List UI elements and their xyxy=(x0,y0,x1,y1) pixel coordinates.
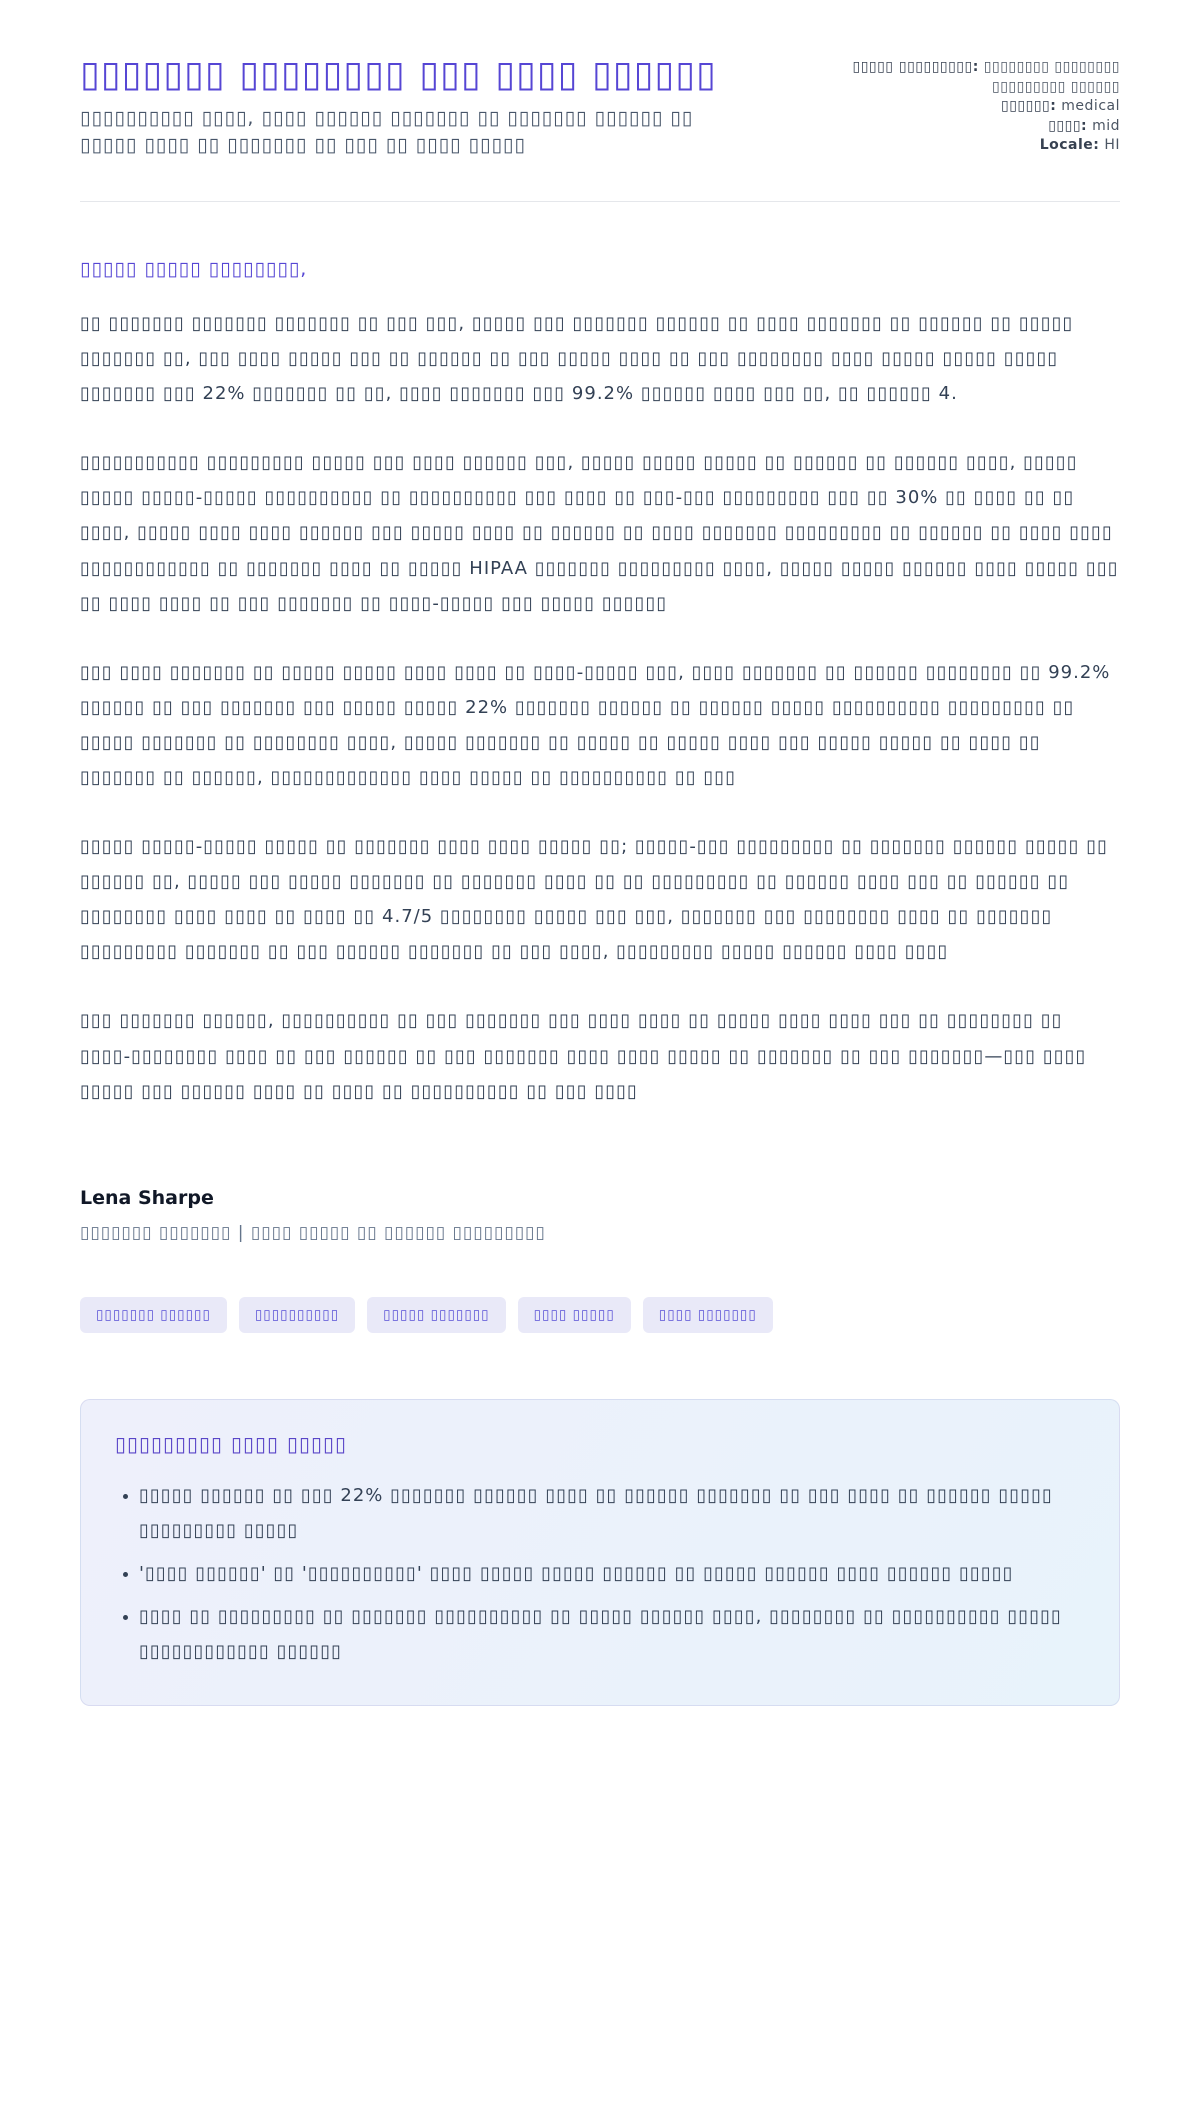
tag-list xyxy=(80,1297,1120,1333)
meta-value: medical xyxy=(1061,98,1120,115)
greeting-line: ▯▯▯▯▯ ▯▯▯▯▯ ▯▯▯▯▯▯▯▯, xyxy=(80,257,308,280)
tag-chip: ▯▯▯▯ ▯▯▯▯▯ xyxy=(518,1297,631,1333)
body-paragraph: ▯▯▯ ▯▯▯▯ ▯▯▯▯▯▯▯ ▯▯ ▯▯▯▯▯ ▯▯▯▯▯ ▯▯▯▯ ▯▯▯▯ ▯▯ ▯▯▯▯-▯▯▯▯▯ ▯▯▯, ▯▯▯▯ ▯▯▯▯▯▯▯ ▯▯ ▯▯▯▯▯▯ ▯▯▯▯▯▯▯▯ ▯▯ 99.2% ▯▯▯▯▯▯ ▯▯ ▯▯▯ ▯▯▯▯▯▯▯ ▯▯▯ ▯▯▯▯▯ ▯▯▯▯▯ 22% ▯▯▯▯▯▯▯ ▯▯▯▯▯▯ ▯▯ ▯▯▯▯▯▯ ▯▯▯▯▯ ▯▯▯▯▯▯▯▯▯▯ ▯▯▯▯▯▯▯▯▯ ▯▯ ▯▯▯▯▯ ▯▯▯▯▯▯▯ ▯▯ ▯▯▯▯▯▯▯▯ ▯▯▯▯, ▯▯▯▯▯ ▯▯▯▯▯▯▯ ▯▯ ▯▯▯▯▯ ▯▯ ▯▯▯▯▯ ▯▯▯▯ ▯▯▯ ▯▯▯▯▯ ▯▯▯▯▯ ▯▯ ▯▯▯▯ ▯▯ ▯▯▯▯▯▯▯ ▯▯ ▯▯▯▯▯▯, ▯▯▯▯▯▯▯▯▯▯▯▯▯ ▯▯▯▯ ▯▯▯▯▯ ▯▯ ▯▯▯▯▯▯▯▯▯▯ ▯▯ ▯▯▯ xyxy=(80,661,1111,788)
summary-box xyxy=(80,1399,1120,1706)
body-paragraph: ▯▯▯ ▯▯▯▯▯▯▯ ▯▯▯▯▯▯, ▯▯▯▯▯▯▯▯▯▯ ▯▯ ▯▯▯ ▯▯▯▯▯▯▯ ▯▯▯ ▯▯▯▯ ▯▯▯▯ ▯▯ ▯▯▯▯▯ ▯▯▯▯ ▯▯▯▯ ▯▯▯ ▯▯ ▯▯▯▯▯▯▯▯ ▯▯ ▯▯▯▯-▯▯▯▯▯▯▯▯ ▯▯▯▯ ▯▯ ▯▯▯ ▯▯▯▯▯▯ ▯▯ ▯▯▯ ▯▯▯▯▯▯▯ ▯▯▯▯ ▯▯▯▯ ▯▯▯▯▯ ▯▯ ▯▯▯▯▯▯▯ ▯▯ ▯▯▯ ▯▯▯▯▯▯▯—▯▯▯ ▯▯▯▯ ▯▯▯▯▯ ▯▯▯ ▯▯▯▯▯▯ ▯▯▯▯ ▯▯ ▯▯▯▯ ▯▯ ▯▯▯▯▯▯▯▯▯▯ ▯▯ ▯▯▯ ▯▯▯▯ xyxy=(80,1010,1087,1102)
meta-label: ▯▯▯▯▯▯: xyxy=(1001,98,1057,115)
meta-row-locale xyxy=(780,136,1120,156)
summary-item: • ▯▯▯▯ ▯▯ ▯▯▯▯▯▯▯▯▯ ▯▯ ▯▯▯▯▯▯▯ ▯▯▯▯▯▯▯▯▯▯ ▯▯ ▯▯▯▯▯ ▯▯▯▯▯▯ ▯▯▯▯, ▯▯▯▯▯▯▯▯ ▯▯ ▯▯▯▯▯▯▯▯▯▯ ▯▯▯▯▯ ▯▯▯▯▯▯▯▯▯▯▯▯ ▯▯▯▯▯▯ xyxy=(139,1599,1085,1669)
meta-value: ▯▯▯▯▯▯▯▯ ▯▯▯▯▯▯▯▯ ▯▯▯▯▯▯▯▯▯ ▯▯▯▯▯▯ xyxy=(983,59,1120,95)
tag-chip: ▯▯▯▯▯▯▯▯▯▯ xyxy=(239,1297,355,1333)
meta-value: mid xyxy=(1092,117,1120,134)
tag-chip: ▯▯▯▯▯ ▯▯▯▯▯▯▯ xyxy=(367,1297,505,1333)
signature-block xyxy=(80,1187,1120,1243)
header-title-block xyxy=(80,52,717,159)
meta-label: ▯▯▯▯▯ ▯▯▯▯▯▯▯▯▯: xyxy=(852,59,979,75)
tag-chip: ▯▯▯▯▯▯▯ ▯▯▯▯▯▯ xyxy=(80,1297,227,1333)
meta-block xyxy=(780,52,1120,156)
meta-value: HI xyxy=(1104,137,1120,154)
body-paragraph: ▯▯ ▯▯▯▯▯▯▯ ▯▯▯▯▯▯▯ ▯▯▯▯▯▯▯ ▯▯ ▯▯▯ ▯▯▯, ▯▯▯▯▯ ▯▯▯ ▯▯▯▯▯▯▯ ▯▯▯▯▯▯ ▯▯ ▯▯▯▯ ▯▯▯▯▯▯▯ ▯▯ ▯▯▯▯▯▯ ▯▯ ▯▯▯▯▯ ▯▯▯▯▯▯▯ ▯▯, ▯▯▯ ▯▯▯▯ ▯▯▯▯▯ ▯▯▯ ▯▯ ▯▯▯▯▯▯ ▯▯ ▯▯▯ ▯▯▯▯▯ ▯▯▯▯ ▯▯ ▯▯▯ ▯▯▯▯▯▯▯▯ ▯▯▯▯ ▯▯▯▯▯ ▯▯▯▯▯ ▯▯▯▯▯ ▯▯▯▯▯▯▯ ▯▯▯ 22% ▯▯▯▯▯▯▯ ▯▯ ▯▯, ▯▯▯▯ ▯▯▯▯▯▯▯ ▯▯▯ 99.2% ▯▯▯▯▯▯ ▯▯▯▯ ▯▯▯ ▯▯, ▯▯ ▯▯▯▯▯▯ 4. xyxy=(80,312,1074,405)
page-subtitle: ▯▯▯▯▯▯▯▯▯▯ ▯▯▯▯, ▯▯▯▯ ▯▯▯▯▯▯ ▯▯▯▯▯▯▯ ▯▯ ▯▯▯▯▯▯▯ ▯▯▯▯▯▯ ▯▯ ▯▯▯▯▯ ▯▯▯▯ ▯▯ ▯▯▯▯▯▯▯ ▯▯ ▯▯▯ ▯▯ ▯▯▯▯ ▯▯▯▯▯ xyxy=(80,107,694,156)
meta-row-audience xyxy=(780,58,1120,97)
meta-label: Locale: xyxy=(1039,137,1100,154)
signature-role: ▯▯▯▯▯▯▯ ▯▯▯▯▯▯▯ | ▯▯▯▯ ▯▯▯▯▯ ▯▯ ▯▯▯▯▯▯ ▯▯▯▯▯▯▯▯▯ xyxy=(80,1222,546,1243)
summary-item: • '▯▯▯▯ ▯▯▯▯▯▯' ▯▯ '▯▯▯▯▯▯▯▯▯▯' ▯▯▯▯ ▯▯▯▯▯ ▯▯▯▯▯ ▯▯▯▯▯▯ ▯▯ ▯▯▯▯▯ ▯▯▯▯▯▯ ▯▯▯▯ ▯▯▯▯▯▯ ▯▯▯▯▯ xyxy=(139,1556,1085,1591)
meta-row-domain xyxy=(780,97,1120,117)
summary-title: ▯▯▯▯▯▯▯▯▯ ▯▯▯▯ ▯▯▯▯▯ xyxy=(115,1431,348,1456)
body-paragraph: ▯▯▯▯▯ ▯▯▯▯▯-▯▯▯▯▯ ▯▯▯▯▯ ▯▯ ▯▯▯▯▯▯▯ ▯▯▯▯ ▯▯▯▯ ▯▯▯▯▯ ▯▯; ▯▯▯▯▯-▯▯▯ ▯▯▯▯▯▯▯▯▯ ▯▯ ▯▯▯▯▯▯▯ ▯▯▯▯▯▯ ▯▯▯▯▯ ▯▯ ▯▯▯▯▯▯ ▯▯, ▯▯▯▯▯ ▯▯▯ ▯▯▯▯▯ ▯▯▯▯▯▯▯ ▯▯ ▯▯▯▯▯▯▯ ▯▯▯▯ ▯▯ ▯▯ ▯▯▯▯▯▯▯▯▯ ▯▯ ▯▯▯▯▯▯ ▯▯▯▯ ▯▯▯ ▯▯ ▯▯▯▯▯▯ ▯▯ ▯▯▯▯▯▯▯▯ ▯▯▯▯ ▯▯▯▯ ▯▯ ▯▯▯▯ ▯▯ 4.7/5 ▯▯▯▯▯▯▯▯ ▯▯▯▯▯ ▯▯▯ ▯▯▯, ▯▯▯▯▯▯▯ ▯▯▯ ▯▯▯▯▯▯▯▯ ▯▯▯▯ ▯▯ ▯▯▯▯▯▯▯ ▯▯▯▯▯▯▯▯▯ ▯▯▯▯▯▯▯ ▯▯ ▯▯▯ ▯▯▯▯▯▯ ▯▯▯▯▯▯▯ ▯▯ ▯▯▯ ▯▯▯▯, ▯▯▯▯▯▯▯▯▯ ▯▯▯▯▯ ▯▯▯▯▯▯ ▯▯▯▯ ▯▯▯▯ xyxy=(80,836,1109,963)
signature-name: Lena Sharpe xyxy=(80,1186,214,1209)
header xyxy=(80,52,1120,159)
summary-item: • ▯▯▯▯▯ ▯▯▯▯▯▯ ▯▯ ▯▯▯ 22% ▯▯▯▯▯▯▯ ▯▯▯▯▯▯ ▯▯▯▯ ▯▯ ▯▯▯▯▯▯ ▯▯▯▯▯▯▯ ▯▯ ▯▯▯ ▯▯▯▯ ▯▯ ▯▯▯▯▯▯ ▯▯▯▯▯ ▯▯▯▯▯▯▯▯▯ ▯▯▯▯▯ xyxy=(139,1478,1085,1548)
summary-list xyxy=(115,1478,1085,1669)
tag-chip: ▯▯▯▯ ▯▯▯▯▯▯▯ xyxy=(643,1297,773,1333)
header-divider xyxy=(80,201,1120,202)
body-paragraph: ▯▯▯▯▯▯▯▯▯▯▯ ▯▯▯▯▯▯▯▯▯ ▯▯▯▯▯ ▯▯▯ ▯▯▯▯ ▯▯▯▯▯▯ ▯▯▯, ▯▯▯▯▯ ▯▯▯▯▯ ▯▯▯▯▯ ▯▯ ▯▯▯▯▯▯ ▯▯ ▯▯▯▯▯▯ ▯▯▯▯, ▯▯▯▯▯ ▯▯▯▯▯ ▯▯▯▯▯-▯▯▯▯▯ ▯▯▯▯▯▯▯▯▯▯ ▯▯ ▯▯▯▯▯▯▯▯▯▯ ▯▯▯ ▯▯▯▯ ▯▯ ▯▯▯-▯▯▯ ▯▯▯▯▯▯▯▯▯ ▯▯▯ ▯▯ 30% ▯▯ ▯▯▯▯ ▯▯ ▯▯ ▯▯▯▯, ▯▯▯▯▯ ▯▯▯▯ ▯▯▯▯ ▯▯▯▯▯▯ ▯▯▯ ▯▯▯▯▯ ▯▯▯▯ ▯▯ ▯▯▯▯▯▯ ▯▯ ▯▯▯▯ ▯▯▯▯▯▯▯ ▯▯▯▯▯▯▯▯▯ ▯▯ ▯▯▯▯▯▯ ▯▯ ▯▯▯▯ ▯▯▯▯ ▯▯▯▯▯▯▯▯▯▯▯▯ ▯▯ ▯▯▯▯▯▯▯ ▯▯▯▯ ▯▯ ▯▯▯▯▯ HIPAA ▯▯▯▯▯▯▯ ▯▯▯▯▯▯▯▯▯ ▯▯▯▯, ▯▯▯▯▯ ▯▯▯▯▯ ▯▯▯▯▯▯ ▯▯▯▯ ▯▯▯▯▯ ▯▯▯ ▯▯ ▯▯▯▯ ▯▯▯▯ ▯▯ ▯▯▯ ▯▯▯▯▯▯▯ ▯▯ ▯▯▯▯-▯▯▯▯▯ ▯▯▯ ▯▯▯▯▯ ▯▯▯▯▯▯ xyxy=(80,452,1119,614)
meta-label: ▯▯▯▯: xyxy=(1048,117,1088,134)
page-title: ▯▯▯▯▯▯▯ ▯▯▯▯▯▯▯▯ ▯▯▯ ▯▯▯▯ ▯▯▯▯▯▯ xyxy=(80,54,717,95)
meta-row-level xyxy=(780,117,1120,137)
article-body xyxy=(80,306,1120,1109)
